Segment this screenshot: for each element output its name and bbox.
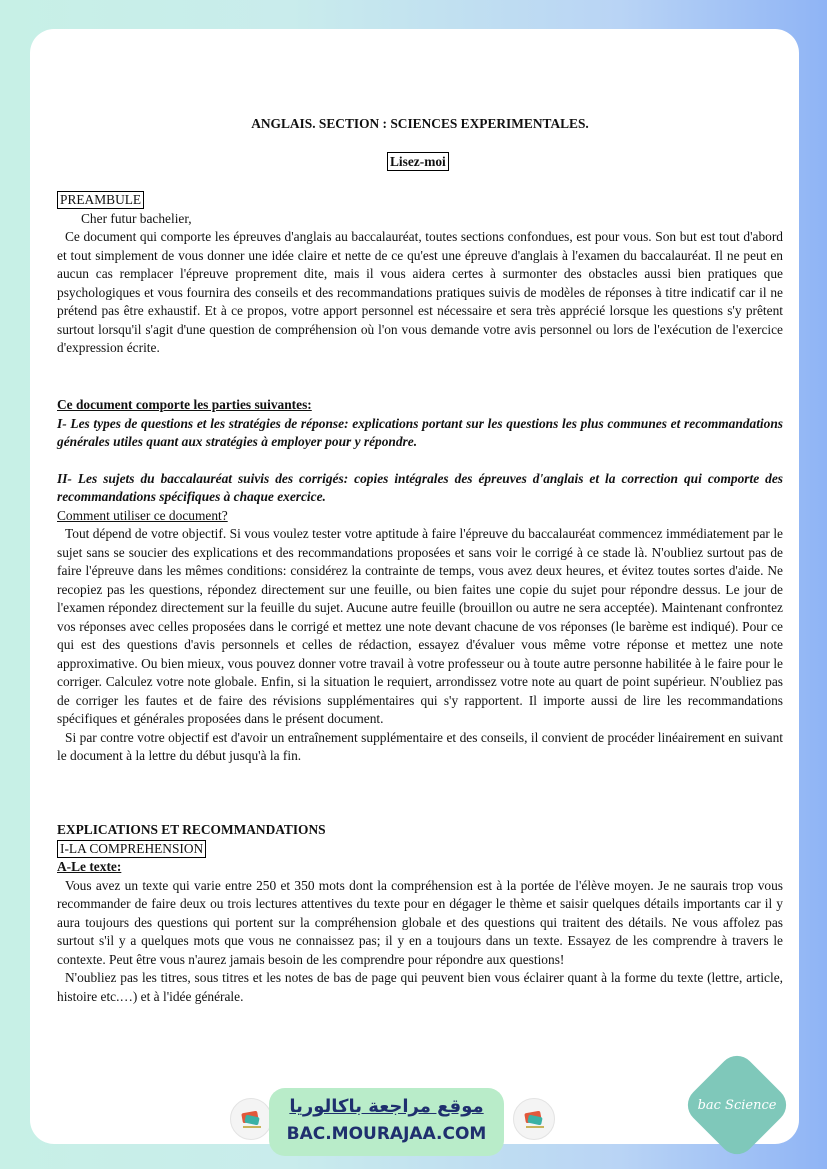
- document-page: [30, 29, 799, 1144]
- badge-text: bac Science: [697, 1098, 777, 1113]
- how-to-paragraph-1: Tout dépend de votre objectif. Si vous voulez tester votre aptitude à faire l'épreuve du baccalauréat commencez immédiatement par le sujet sans se soucier des explications et des recommandations proposées et sans voir le corrigé à ce stade là. N'oubliez surtout pas de faire l'épreuve dans les mêmes conditions: considérez la contrainte de temps, vous avez deux heures, et évitez toutes sortes d'aide. Ne recopiez pas les questions, répondez directement sur une feuille, ou bien faites une copie du sujet pour répondre dessus. Le jour de l'examen répondez directement sur la feuille du sujet. Aucune autre feuille (brouillon ou autre ne sera acceptée). Maintenant confrontez vos réponses avec celles proposées dans le corrigé et mettez une note devant chacune de vos réponses (le barème est indiqué). Pour ce qui est des questions d'avis personnels et celles de rédaction, essayez d'évaluer vous même votre réponse et mettez une note approximative. Ou bien mieux, vous pouvez donner votre travail à votre professeur ou à toute autre personne habilitée à le faire pour le corriger. Calculez votre note globale. Enfin, si la situation le requiert, arrondissez votre note au quart de point supérieur. N'oubliez pas de corriger les fautes et de faire des révisions supplémentaires qui s'y rapportent. Il importe aussi de lire les recommandations spécifiques et générales proposées dans le présent document.: [57, 526, 783, 726]
- explications-heading: EXPLICATIONS ET RECOMMANDATIONS: [57, 822, 326, 837]
- preambule-heading: PREAMBULE: [57, 191, 144, 209]
- texte-paragraph-2: N'oubliez pas les titres, sous titres et les notes de bas de page qui peuvent bien vous éclairer quant à la forme du texte (lettre, article, histoire etc.…) et à l'idée générale.: [57, 970, 783, 1004]
- parts-heading: Ce document comporte les parties suivantes:: [57, 397, 312, 412]
- part-two: II- Les sujets du baccalauréat suivis des corrigés: copies intégrales des épreuves d'anglais et la correction qui comporte des recommandations spécifiques à chaque exercice.: [57, 470, 783, 504]
- comprehension-heading: I-LA COMPREHENSION: [57, 840, 206, 858]
- preambule-section: [57, 191, 783, 358]
- texte-paragraph-1: Vous avez un texte qui varie entre 250 et 350 mots dont la compréhension est à la portée de l'élève moyen. Je ne saurais trop vous recommander de faire deux ou trois lectures attentives du texte pour en dégager le thème et saisir quelques détails importants car il y aura toujours des questions qui portent sur la compréhension globale et des questions qui traitent des détails. Ne vous affolez pas surtout s'il y a quelques mots que vous ne connaissez pas; il y en a toujours dans un texte. Essayez de les comprendre à travers le contexte. Peut être vous n'aurez jamais besoin de les comprendre pour répondre aux questions!: [57, 877, 783, 967]
- lisez-moi-box: Lisez-moi: [387, 152, 449, 171]
- parts-section: [57, 396, 783, 766]
- how-to-paragraph-2: Si par contre votre objectif est d'avoir un entraînement supplémentaire et des conseils, il convient de procéder linéairement en suivant le document à la lettre du début jusqu'à la fin.: [57, 729, 783, 763]
- books-logo-icon-right: [513, 1098, 555, 1140]
- part-one: I- Les types de questions et les stratégies de réponse: explications portant sur les questions les plus communes et recommandations générales utiles quant aux stratégies à employer pour y répondre.: [57, 415, 783, 449]
- page-title: ANGLAIS. SECTION : SCIENCES EXPERIMENTALES.: [251, 116, 589, 131]
- footer-url[interactable]: BAC.MOURAJAA.COM: [286, 1124, 487, 1144]
- footer-arabic-name: موقع مراجعة باكالوريا: [289, 1096, 484, 1117]
- le-texte-heading: A-Le texte:: [57, 859, 122, 874]
- preambule-paragraph: Ce document qui comporte les épreuves d'anglais au baccalauréat, toutes sections confondues, est pour vous. Son but est tout d'abord et tout simplement de vous donner une idée claire et nette de ce qu'est une épreuve d'anglais à l'examen du baccalauréat. Il ne peut en aucun cas remplacer l'épreuve proprement dite, mais il vous aidera certes à surmonter des obstacles aussi bien pratiques que psychologiques et vous fournira des conseils et des recommandations pratiques suivis de modèles de réponses à titre indicatif car il ne prétend pas être exhaustif. Et à ce propos, votre apport personnel est nécessaire et sera très apprécié lorsque les questions s'y prêtent surtout lorsqu'il s'agit d'une question de compréhension où l'on vous demande votre avis personnel ou lors de l'exécution de l'exercice d'expression écrite.: [57, 229, 783, 355]
- books-logo-icon: [230, 1098, 272, 1140]
- explications-section: [57, 821, 783, 1006]
- how-to-heading: Comment utiliser ce document?: [57, 507, 228, 523]
- footer-site-banner[interactable]: [269, 1088, 504, 1156]
- greeting: Cher futur bachelier,: [81, 210, 192, 226]
